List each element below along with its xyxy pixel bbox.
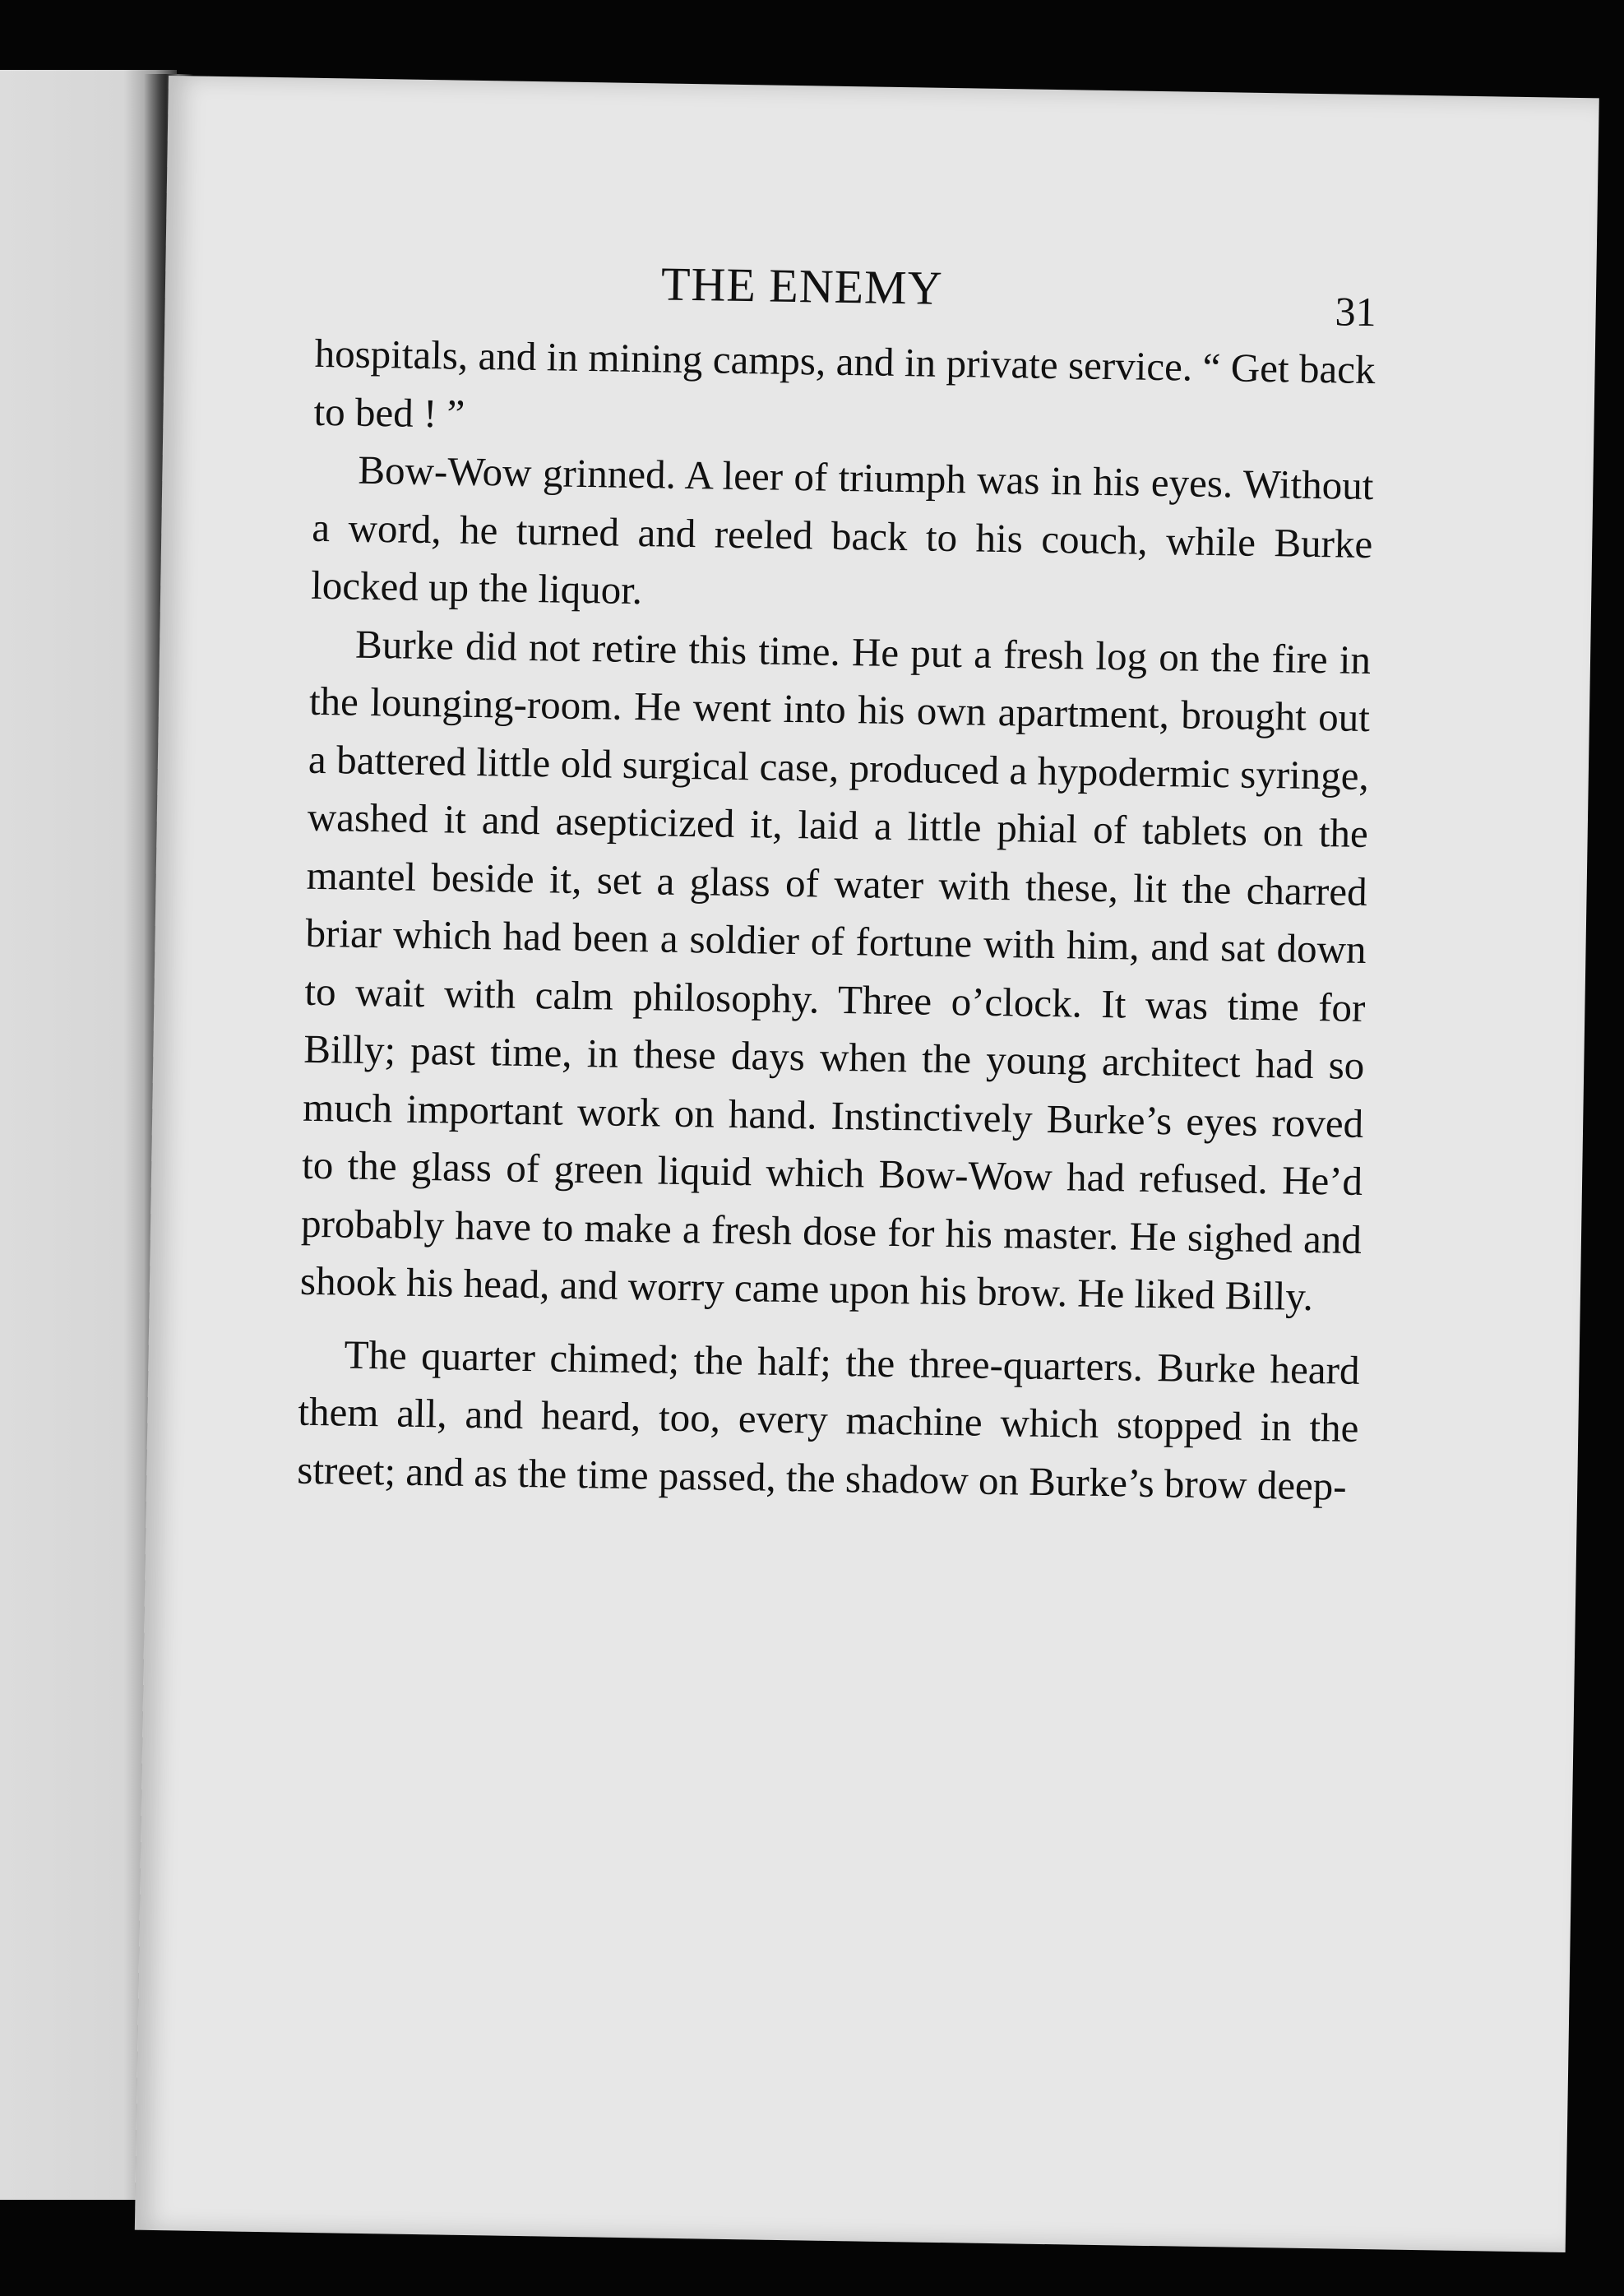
running-head <box>315 251 1377 336</box>
body-text <box>297 325 1376 1516</box>
paragraph-3: Burke did not retire this time. He put a fresh log on the fire in the lounging-room. He went into his own apartment, brought out a battered little old surgical case, produced a hypodermic syringe, washed it and asepticized it, laid a little phial of tablets on the mantel beside it, set a glass of water with these, lit the charred briar which had been a soldier of fortune with him, and sat down to wait with calm philosophy. Three o’clock. It was time for Billy; past time, in these days when the young architect had so much important work on hand. Instinctively Burke’s eyes roved to the glass of green liquid which Bow-Wow had refused. He’d probably have to make a fresh dose for his master. He sighed and shook his head, and worry came upon his brow. He liked Billy. <box>299 621 1372 1320</box>
running-head-title: THE ENEMY <box>660 257 944 315</box>
book-page <box>135 76 1599 2252</box>
paragraph-2: Bow-Wow grinned. A leer of triumph was in his eyes. Without a word, he turned and reeled back to his couch, while Burke locked up the liquor. <box>310 447 1374 613</box>
paragraph-1: hospitals, and in mining camps, and in private service. “ Get back to bed ! ” <box>313 330 1376 437</box>
page-text-block <box>296 78 1380 1509</box>
paragraph-4: The quarter chimed; the half; the three-quarters. Burke heard them all, and heard, too, every machine which stopped in the street; and as the time passed, the shadow on Burke’s brow deep- <box>296 1331 1360 1509</box>
page-number: 31 <box>1335 288 1377 336</box>
